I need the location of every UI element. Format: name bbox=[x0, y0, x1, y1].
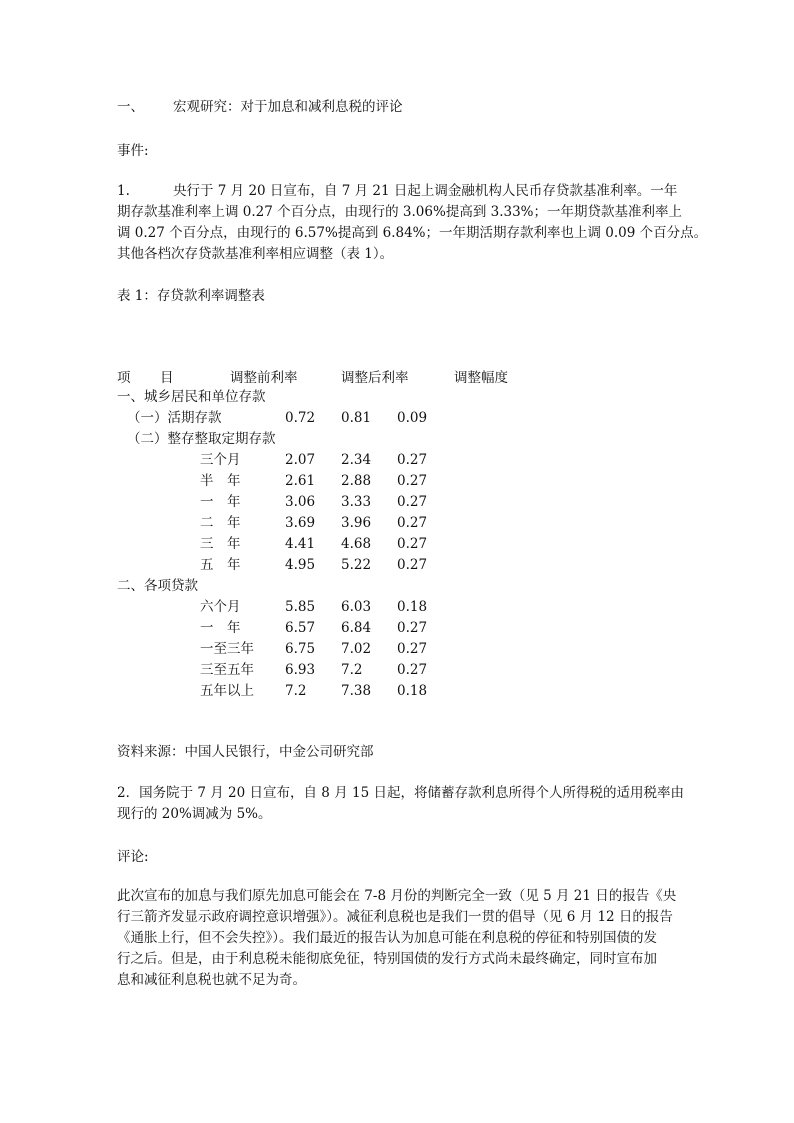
table-cell-after: 6.03 bbox=[341, 599, 372, 615]
table-cell-after: 5.22 bbox=[341, 557, 372, 573]
comment-line: 《通胀上行，但不会失控》）。我们最近的报告认为加息可能在利息税的停征和特别国债的发 bbox=[117, 930, 657, 946]
table-cell-change: 0.27 bbox=[397, 620, 428, 636]
table-cell-after: 2.34 bbox=[341, 452, 372, 468]
table-row-label: 三至五年 bbox=[200, 662, 254, 678]
table-cell-change: 0.18 bbox=[397, 683, 428, 699]
table-cell-after: 7.38 bbox=[341, 683, 372, 699]
table-row-label: （二）整存整取定期存款 bbox=[127, 431, 276, 447]
comment-line: 此次宣布的加息与我们原先加息可能会在 7-8 月份的判断完全一致（见 5 月 21 日的报告《央 bbox=[117, 888, 677, 904]
table-cell-after: 7.02 bbox=[341, 641, 372, 657]
table-cell-before: 3.69 bbox=[285, 515, 316, 531]
item2-line: 现行的 20%调减为 5%。 bbox=[117, 806, 272, 822]
table-cell-change: 0.27 bbox=[397, 494, 428, 510]
table-cell-after: 4.68 bbox=[341, 536, 372, 552]
item1-line: 期存款基准利率上调 0.27 个百分点，由现行的 3.06%提高到 3.33%；一年期贷款基准利率上 bbox=[117, 204, 682, 220]
table-cell-after: 7.2 bbox=[341, 662, 363, 678]
table-row-label: 一至三年 bbox=[200, 641, 254, 657]
table-row-label: 一 年 bbox=[200, 620, 241, 636]
table-cell-before: 2.07 bbox=[285, 452, 316, 468]
event-label: 事件: bbox=[117, 143, 149, 159]
header-item-a: 项 bbox=[117, 370, 131, 386]
comment-paragraph bbox=[117, 886, 683, 991]
table-cell-change: 0.18 bbox=[397, 599, 428, 615]
comment-line: 息和减征利息税也就不足为奇。 bbox=[117, 972, 306, 988]
table-cell-change: 0.27 bbox=[397, 515, 428, 531]
comment-line: 行之后。但是，由于利息税未能彻底免征，特别国债的发行方式尚未最终确定，同时宣布加 bbox=[117, 951, 657, 967]
table-cell-before: 6.75 bbox=[285, 641, 316, 657]
table-cell-before: 7.2 bbox=[285, 683, 307, 699]
table-row-label: 五 年 bbox=[200, 557, 241, 573]
table-row-label: 一 年 bbox=[200, 494, 241, 510]
table-cell-before: 4.41 bbox=[285, 536, 316, 552]
table-cell-before: 2.61 bbox=[285, 473, 316, 489]
header-item-b: 目 bbox=[160, 370, 174, 386]
table-cell-after: 0.81 bbox=[341, 410, 372, 426]
table-cell-after: 3.33 bbox=[341, 494, 372, 510]
table-cell-change: 0.27 bbox=[397, 557, 428, 573]
table-cell-change: 0.27 bbox=[397, 641, 428, 657]
item1-number: 1. bbox=[117, 183, 130, 199]
table-cell-before: 4.95 bbox=[285, 557, 316, 573]
item1-paragraph bbox=[117, 181, 708, 265]
source-note: 资料来源：中国人民银行，中金公司研究部 bbox=[117, 744, 374, 760]
item1-line: 其他各档次存贷款基准利率相应调整（表 1）。 bbox=[117, 246, 394, 262]
table-row-label: 六个月 bbox=[200, 599, 241, 615]
item2-paragraph bbox=[117, 783, 683, 825]
table-row-label: 二 年 bbox=[200, 515, 241, 531]
table-cell-before: 3.06 bbox=[285, 494, 316, 510]
table-cell-change: 0.27 bbox=[397, 536, 428, 552]
comment-label: 评论: bbox=[117, 849, 149, 865]
table-row-label: 二、各项贷款 bbox=[117, 578, 198, 594]
table-cell-after: 3.96 bbox=[341, 515, 372, 531]
table-cell-change: 0.27 bbox=[397, 662, 428, 678]
table-row-label: 三个月 bbox=[200, 452, 241, 468]
section-number: 一、 bbox=[117, 99, 144, 115]
table-cell-change: 0.27 bbox=[397, 452, 428, 468]
table-cell-before: 6.57 bbox=[285, 620, 316, 636]
table-cell-change: 0.27 bbox=[397, 473, 428, 489]
item1-line: 调 0.27 个百分点，由现行的 6.57%提高到 6.84%；一年期活期存款利率也上调 0.09 个百分点。 bbox=[117, 225, 708, 241]
section-title: 宏观研究：对于加息和减利息税的评论 bbox=[173, 99, 403, 115]
table-row-label: 三 年 bbox=[200, 536, 241, 552]
table-cell-before: 0.72 bbox=[285, 410, 316, 426]
table-cell-after: 2.88 bbox=[341, 473, 372, 489]
item1-line: 央行于 7 月 20 日宣布，自 7 月 21 日起上调金融机构人民币存贷款基准利率。一年 bbox=[173, 183, 678, 199]
table-row-label: （一）活期存款 bbox=[127, 410, 222, 426]
table-cell-after: 6.84 bbox=[341, 620, 372, 636]
header-before: 调整前利率 bbox=[230, 370, 298, 386]
table-caption: 表 1：存贷款利率调整表 bbox=[117, 288, 265, 304]
header-change: 调整幅度 bbox=[454, 370, 508, 386]
item2-line: 2．国务院于 7 月 20 日宣布，自 8 月 15 日起，将储蓄存款利息所得个人所得税的适用税率由 bbox=[117, 785, 684, 801]
table-cell-before: 6.93 bbox=[285, 662, 316, 678]
table-row-label: 半 年 bbox=[200, 473, 241, 489]
comment-line: 行三箭齐发显示政府调控意识增强》）。减征利息税也是我们一贯的倡导（见 6 月 12 日的报告 bbox=[117, 909, 673, 925]
table-row-label: 五年以上 bbox=[200, 683, 254, 699]
table-cell-change: 0.09 bbox=[397, 410, 428, 426]
table-cell-before: 5.85 bbox=[285, 599, 316, 615]
table-row-label: 一、城乡居民和单位存款 bbox=[117, 389, 266, 405]
header-after: 调整后利率 bbox=[341, 370, 409, 386]
